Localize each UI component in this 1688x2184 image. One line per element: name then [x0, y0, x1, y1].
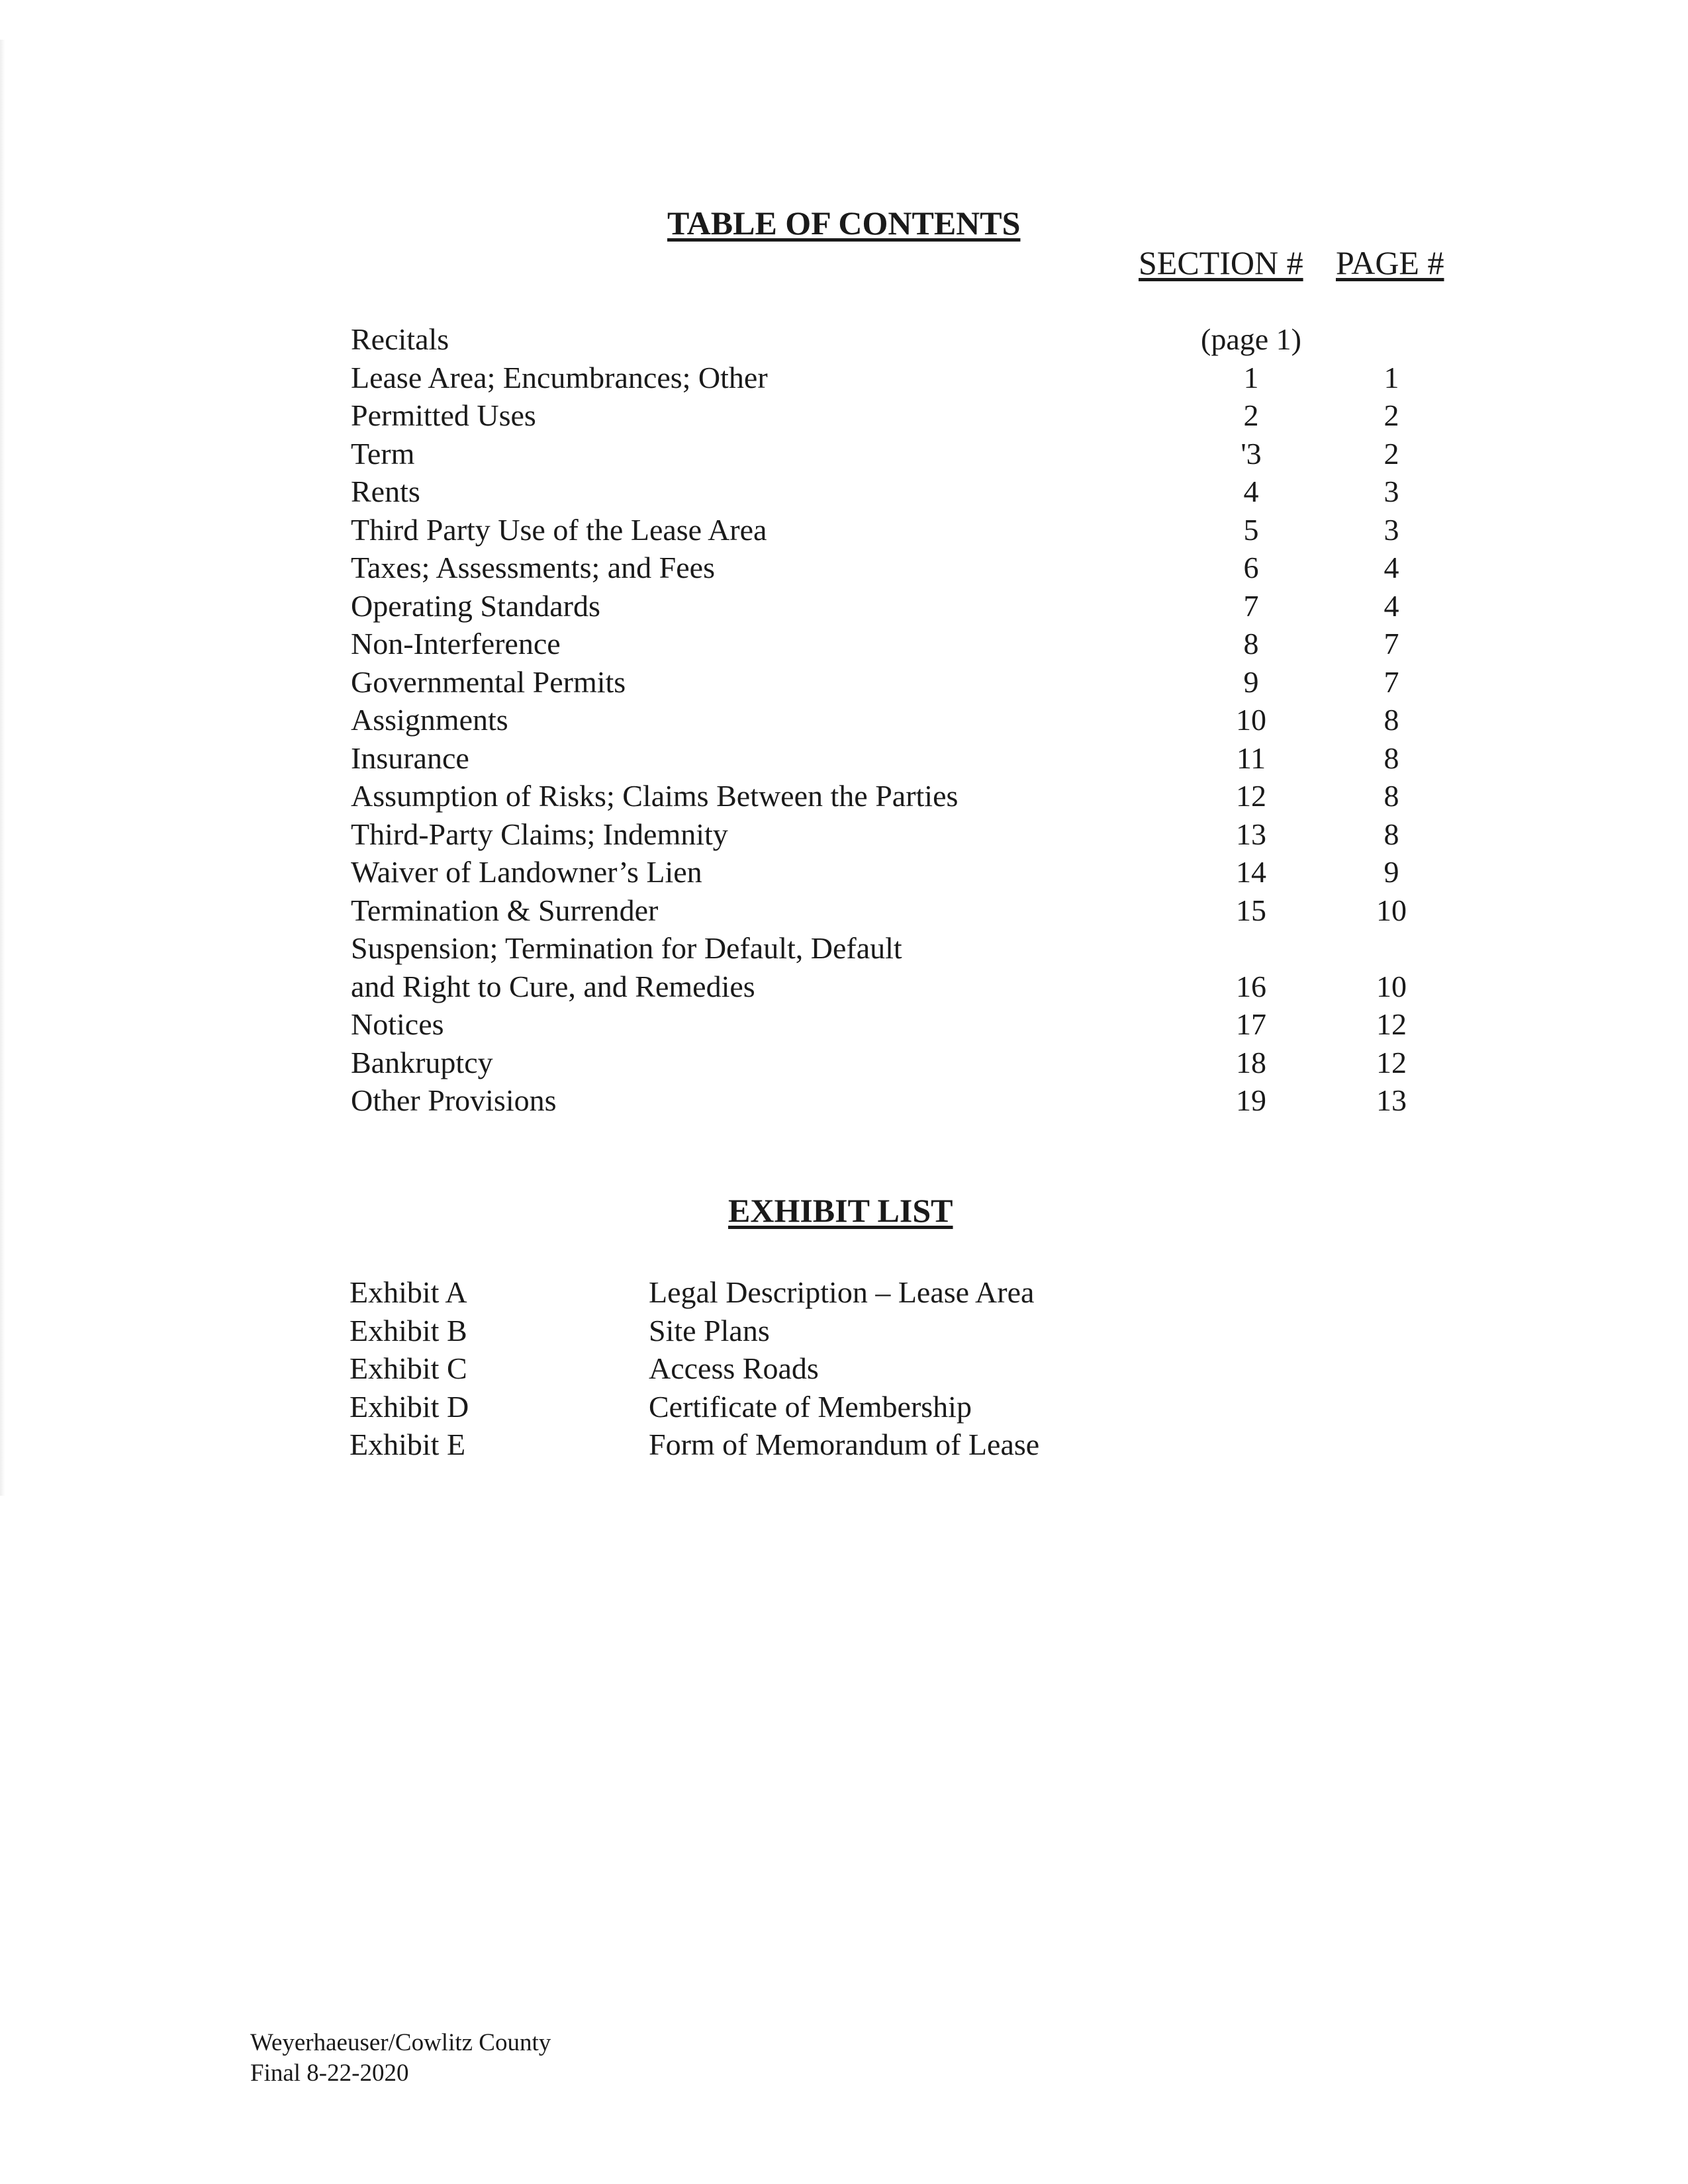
toc-row: [351, 663, 1476, 702]
toc-row: [351, 511, 1476, 549]
toc-entry-section: (page 1): [1201, 322, 1301, 356]
toc-entry-page: 12: [1376, 1045, 1407, 1079]
toc-entry-page: 8: [1383, 741, 1399, 775]
toc-row: [351, 853, 1476, 891]
exhibit-label: Exhibit C: [350, 1351, 467, 1385]
toc-entry-title: Taxes; Assessments; and Fees: [351, 551, 716, 584]
toc-entry-title: Recitals: [351, 322, 449, 356]
toc-row: [351, 359, 1476, 397]
exhibit-list: [350, 1273, 1210, 1464]
toc-entry-section: '3: [1241, 436, 1262, 471]
toc-row: [351, 396, 1476, 435]
toc-row: [351, 473, 1476, 511]
exhibit-label: Exhibit E: [350, 1428, 466, 1461]
toc-entry-page: 3: [1383, 512, 1399, 547]
toc-row: [351, 739, 1476, 778]
toc-entry-section: 18: [1236, 1045, 1266, 1079]
toc-entry-page: 10: [1376, 893, 1407, 927]
toc-row: [351, 1005, 1476, 1044]
toc-row: [351, 435, 1476, 473]
toc-entry-title: Lease Area; Encumbrances; Other: [351, 360, 768, 394]
toc-entry-page: 7: [1383, 664, 1399, 699]
scan-edge: [0, 40, 5, 1496]
toc-entry-section: 1: [1243, 360, 1259, 394]
toc-entry-page: 4: [1383, 551, 1399, 584]
exhibit-description: Legal Description – Lease Area: [649, 1275, 1035, 1309]
toc-entry-title: Assumption of Risks; Claims Between the Parties: [351, 779, 959, 813]
toc-entry-title: Insurance: [351, 741, 469, 775]
footer-line-parties: Weyerhaeuser/Cowlitz County: [250, 2029, 551, 2056]
toc-entry-section: 14: [1236, 855, 1266, 889]
toc-entry-section: 5: [1243, 512, 1259, 547]
toc-row: [351, 320, 1476, 359]
toc-entry-section: 11: [1236, 741, 1266, 775]
toc-entry-section: 9: [1243, 664, 1259, 699]
exhibit-row: [350, 1273, 1210, 1312]
page-column-header: PAGE #: [1336, 244, 1444, 281]
toc-entry-page: 13: [1376, 1083, 1407, 1117]
toc-entry-page: 4: [1383, 588, 1399, 623]
toc-entry-page: 12: [1376, 1007, 1407, 1041]
section-column-header: SECTION #: [1139, 244, 1303, 281]
toc-row: [351, 891, 1476, 930]
toc-entry-title: Permitted Uses: [351, 398, 536, 432]
toc-row: [351, 968, 1476, 1006]
toc-row: [351, 625, 1476, 663]
toc-entry-title: Suspension; Termination for Default, Default: [351, 931, 902, 965]
toc-entry-title: Rents: [351, 475, 420, 508]
toc-row: [351, 777, 1476, 815]
toc-entry-section: 10: [1236, 703, 1266, 737]
toc-entry-section: 12: [1236, 779, 1266, 813]
exhibit-label: Exhibit B: [350, 1313, 467, 1347]
exhibit-row: [350, 1426, 1210, 1464]
toc-row: [351, 1081, 1476, 1120]
toc-entry-section: 13: [1236, 817, 1266, 851]
toc-entry-page: 3: [1383, 475, 1399, 508]
toc-entry-section: 2: [1243, 398, 1259, 432]
toc-entry-section: 17: [1236, 1007, 1266, 1041]
toc-row: [351, 701, 1476, 739]
toc-entry-title: Bankruptcy: [351, 1045, 493, 1079]
toc-entry-page: 8: [1383, 703, 1399, 737]
toc-entry-section: 7: [1243, 588, 1259, 623]
toc-entry-section: 6: [1243, 551, 1259, 584]
exhibit-description: Access Roads: [649, 1351, 819, 1385]
toc-entry-title: Non-Interference: [351, 627, 561, 660]
toc-entry-title: Waiver of Landowner’s Lien: [351, 855, 702, 889]
toc-entry-section: 16: [1236, 969, 1266, 1003]
toc-entry-page: 10: [1376, 969, 1407, 1003]
toc-entry-section: 4: [1243, 475, 1259, 508]
toc-entry-page: 2: [1383, 436, 1399, 471]
document-footer: [250, 2028, 551, 2089]
toc-entry-title: Operating Standards: [351, 588, 600, 623]
toc-entry-title: and Right to Cure, and Remedies: [351, 969, 755, 1003]
exhibit-row: [350, 1312, 1210, 1350]
toc-entry-page: 8: [1383, 817, 1399, 851]
toc-entry-page: 7: [1383, 627, 1399, 660]
toc-entry-section: 15: [1236, 893, 1266, 927]
toc-entry-title: Other Provisions: [351, 1083, 557, 1117]
exhibit-label: Exhibit D: [350, 1389, 469, 1424]
toc-entry-page: 2: [1383, 398, 1399, 432]
exhibit-list-title: EXHIBIT LIST: [728, 1192, 953, 1229]
toc-row: [351, 587, 1476, 625]
toc-row: [351, 815, 1476, 854]
exhibit-description: Form of Memorandum of Lease: [649, 1428, 1040, 1461]
toc-entry-title: Third-Party Claims; Indemnity: [351, 817, 728, 851]
toc-entry-title: Governmental Permits: [351, 664, 626, 699]
toc-list: [351, 320, 1476, 1120]
exhibit-label: Exhibit A: [350, 1275, 467, 1309]
footer-line-version: Final 8-22-2020: [250, 2060, 409, 2087]
exhibit-description: Certificate of Membership: [649, 1389, 972, 1424]
toc-entry-section: 19: [1236, 1083, 1266, 1117]
exhibit-row: [350, 1349, 1210, 1388]
toc-row: [351, 929, 1476, 968]
toc-entry-section: 8: [1243, 627, 1259, 660]
toc-entry-title: Notices: [351, 1007, 444, 1041]
toc-row: [351, 1044, 1476, 1082]
exhibit-row: [350, 1388, 1210, 1426]
toc-title: TABLE OF CONTENTS: [667, 205, 1021, 242]
toc-row: [351, 549, 1476, 587]
exhibit-description: Site Plans: [649, 1313, 770, 1347]
toc-entry-page: 1: [1383, 360, 1399, 394]
toc-entry-title: Assignments: [351, 703, 508, 737]
toc-entry-page: 9: [1383, 855, 1399, 889]
toc-entry-title: Termination & Surrender: [351, 893, 659, 927]
toc-entry-title: Term: [351, 436, 415, 471]
toc-entry-title: Third Party Use of the Lease Area: [351, 512, 767, 547]
toc-entry-page: 8: [1383, 779, 1399, 813]
